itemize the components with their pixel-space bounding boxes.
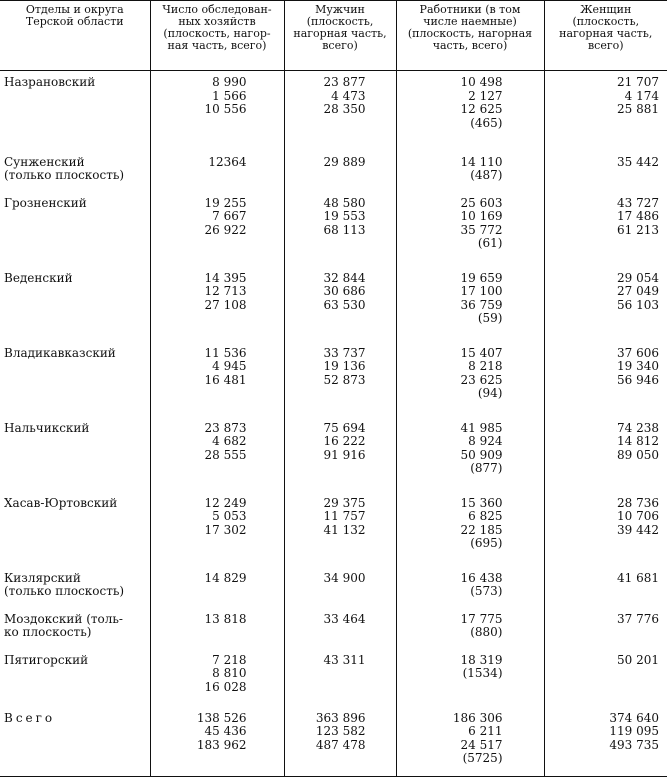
workers-value: 16 438 (460, 570, 503, 585)
households-value: 4 945 (212, 359, 247, 373)
men-value: 48 580 (323, 195, 366, 210)
women-value: 35 442 (617, 154, 659, 169)
women-value: 61 213 (617, 222, 659, 237)
women-value: 493 735 (609, 737, 659, 752)
hired-workers-value: (5725) (462, 751, 503, 765)
workers-value: 8 924 (468, 434, 503, 448)
hired-workers-value: (695) (470, 536, 503, 550)
workers-value: 18 319 (460, 652, 503, 667)
table-row (0, 149, 667, 190)
men-value: 52 873 (323, 372, 366, 387)
households-value: 138 526 (196, 710, 247, 725)
header-line: Работники (в том (419, 3, 521, 16)
workers-value: 17 100 (460, 284, 503, 298)
header-line: Число обследован- (162, 3, 272, 16)
women-value: 4 174 (624, 88, 659, 103)
households-value: 8 990 (212, 75, 247, 89)
women-cell (544, 190, 667, 265)
workers-value: 10 498 (460, 75, 503, 89)
households-value: 26 922 (204, 222, 247, 237)
hired-workers-value: (61) (477, 236, 503, 250)
men-value: 41 132 (323, 522, 366, 537)
header-line: числе наемные) (423, 15, 517, 28)
table-row (0, 71, 667, 149)
women-cell (544, 340, 667, 415)
women-cell (544, 705, 667, 777)
women-value: 27 049 (617, 284, 659, 298)
header-line: ных хозяйств (178, 15, 256, 28)
men-cell (284, 265, 396, 340)
header-line: (плоскость, (572, 15, 640, 28)
women-value: 37 776 (617, 611, 659, 626)
men-value: 11 757 (323, 509, 366, 523)
district-name-line: ко плоскость) (4, 625, 92, 639)
men-cell (284, 647, 396, 705)
women-value: 21 707 (617, 75, 659, 89)
women-value: 25 881 (617, 102, 659, 116)
district-name-line: Владикавказский (4, 345, 116, 360)
district-name-line: Веденский (4, 270, 73, 285)
header-line: нагорная часть, (559, 27, 653, 40)
workers-value: 25 603 (460, 195, 503, 210)
district-name (0, 149, 150, 190)
header-line: Отделы и округа (25, 3, 124, 16)
workers-cell (396, 71, 544, 149)
women-value: 50 201 (617, 652, 659, 667)
households-value: 16 481 (204, 372, 247, 387)
women-cell (544, 265, 667, 340)
households-value: 14 395 (204, 270, 247, 285)
workers-value: 50 909 (460, 447, 503, 462)
hired-workers-value: (94) (477, 386, 503, 400)
workers-value: 19 659 (460, 270, 503, 285)
women-cell (544, 565, 667, 606)
district-name-line: Назрановский (4, 75, 96, 89)
header-men (284, 1, 396, 71)
header-row (0, 1, 667, 71)
workers-value: 10 169 (460, 209, 503, 223)
header-line: (плоскость, (306, 15, 374, 28)
households-value: 13 818 (204, 611, 247, 626)
header-line: часть, всего) (432, 39, 508, 52)
households-value: 1 566 (212, 88, 247, 103)
women-cell (544, 490, 667, 565)
women-value: 10 706 (617, 509, 659, 523)
district-name (0, 647, 150, 705)
women-value: 374 640 (609, 710, 659, 725)
header-line: Мужчин (315, 3, 365, 16)
district-name (0, 265, 150, 340)
table-body (0, 71, 667, 777)
table-row (0, 606, 667, 647)
district-name-line: Хасав-Юртовский (4, 495, 118, 510)
header-line: всего) (322, 39, 358, 52)
men-value: 363 896 (315, 710, 366, 725)
workers-cell (396, 415, 544, 490)
women-value: 28 736 (617, 495, 659, 510)
table-row (0, 490, 667, 565)
header-line: (плоскость, нагорная (407, 27, 533, 40)
women-value: 89 050 (617, 447, 659, 462)
workers-value: 35 772 (460, 222, 503, 237)
workers-cell (396, 149, 544, 190)
workers-value: 17 775 (460, 611, 503, 626)
district-name-line: (только плоскость) (4, 168, 125, 182)
households-value: 183 962 (196, 737, 247, 752)
women-value: 14 812 (617, 434, 659, 448)
header-district (0, 1, 150, 71)
women-value: 39 442 (617, 522, 659, 537)
men-cell (284, 415, 396, 490)
households-cell (150, 71, 284, 149)
header-line: всего) (587, 39, 624, 52)
men-value: 19 136 (323, 359, 366, 373)
women-value: 43 727 (617, 195, 659, 210)
workers-value: 41 985 (460, 420, 503, 435)
header-line: (плоскость, нагор- (163, 27, 271, 40)
households-value: 12364 (208, 154, 247, 169)
men-value: 23 877 (323, 75, 366, 89)
workers-value: 15 360 (460, 495, 503, 510)
women-cell (544, 71, 667, 149)
households-value: 45 436 (204, 724, 247, 738)
workers-cell (396, 606, 544, 647)
women-value: 17 486 (617, 209, 659, 223)
households-cell (150, 606, 284, 647)
men-value: 19 553 (323, 209, 366, 223)
workers-value: 6 825 (468, 509, 503, 523)
men-value: 43 311 (323, 652, 366, 667)
hired-workers-value: (59) (477, 311, 503, 325)
workers-value: 12 625 (460, 102, 503, 116)
households-value: 10 556 (204, 102, 247, 116)
households-value: 4 682 (212, 434, 247, 448)
workers-value: 14 110 (460, 154, 503, 169)
workers-value: 2 127 (468, 88, 503, 103)
men-value: 75 694 (323, 420, 366, 435)
district-name-line: Моздокский (толь- (4, 611, 123, 626)
women-value: 37 606 (617, 345, 659, 360)
header-households (150, 1, 284, 71)
table-row (0, 190, 667, 265)
women-value: 19 340 (617, 359, 659, 373)
header-line: нагорная часть, (293, 27, 387, 40)
header-line: Терской области (25, 15, 124, 28)
workers-cell (396, 490, 544, 565)
header-women (544, 1, 667, 71)
workers-cell (396, 190, 544, 265)
households-value: 17 302 (204, 522, 247, 537)
district-name-line: Сунженский (4, 154, 85, 169)
households-cell (150, 647, 284, 705)
hired-workers-value: (880) (470, 625, 503, 639)
men-value: 28 350 (323, 102, 366, 116)
households-cell (150, 565, 284, 606)
district-name (0, 71, 150, 149)
workers-value: 15 407 (460, 345, 503, 360)
households-value: 16 028 (204, 679, 247, 694)
households-value: 12 713 (204, 284, 247, 298)
men-value: 29 889 (323, 154, 366, 169)
men-value: 4 473 (331, 88, 366, 103)
workers-value: 23 625 (460, 372, 503, 387)
table-row (0, 565, 667, 606)
hired-workers-value: (1534) (462, 666, 503, 680)
households-value: 7 667 (212, 209, 247, 223)
men-value: 33 737 (323, 345, 366, 360)
table-row (0, 415, 667, 490)
women-cell (544, 647, 667, 705)
district-name-line: Нальчикский (4, 420, 90, 435)
men-cell (284, 705, 396, 777)
district-name-line: Пятигорский (4, 652, 89, 667)
women-cell (544, 606, 667, 647)
district-name (0, 415, 150, 490)
households-value: 5 053 (212, 509, 247, 523)
women-cell (544, 149, 667, 190)
men-value: 29 375 (323, 495, 366, 510)
women-cell (544, 415, 667, 490)
district-name (0, 190, 150, 265)
households-value: 12 249 (204, 495, 247, 510)
men-value: 487 478 (315, 737, 366, 752)
households-cell (150, 265, 284, 340)
women-value: 29 054 (617, 270, 659, 285)
workers-value: 6 211 (468, 724, 503, 738)
district-name-line: Всего (4, 710, 56, 725)
men-cell (284, 190, 396, 265)
households-cell (150, 705, 284, 777)
hired-workers-value: (573) (470, 584, 503, 598)
hired-workers-value: (465) (470, 115, 503, 130)
households-cell (150, 490, 284, 565)
men-value: 63 530 (323, 297, 366, 312)
men-value: 33 464 (323, 611, 366, 626)
table-row (0, 705, 667, 777)
workers-cell (396, 705, 544, 777)
workers-value: 24 517 (460, 737, 503, 752)
district-name (0, 705, 150, 777)
men-cell (284, 340, 396, 415)
table-row (0, 340, 667, 415)
households-value: 28 555 (204, 447, 247, 462)
households-value: 7 218 (212, 652, 247, 667)
workers-value: 22 185 (460, 522, 503, 537)
households-cell (150, 190, 284, 265)
men-cell (284, 606, 396, 647)
district-name-line: (только плоскость) (4, 584, 125, 598)
workers-cell (396, 265, 544, 340)
women-value: 41 681 (617, 570, 659, 585)
men-value: 91 916 (323, 447, 366, 462)
district-name-line: Грозненский (4, 195, 87, 210)
workers-value: 36 759 (460, 297, 503, 312)
header-workers (396, 1, 544, 71)
district-name (0, 606, 150, 647)
men-value: 68 113 (323, 222, 366, 237)
district-name (0, 340, 150, 415)
women-value: 56 946 (617, 372, 659, 387)
table-row (0, 647, 667, 705)
households-value: 8 810 (212, 666, 247, 680)
district-name (0, 565, 150, 606)
households-value: 23 873 (204, 420, 247, 435)
table-row (0, 265, 667, 340)
men-cell (284, 149, 396, 190)
men-cell (284, 490, 396, 565)
households-cell (150, 340, 284, 415)
workers-cell (396, 647, 544, 705)
hired-workers-value: (877) (470, 461, 503, 475)
men-value: 34 900 (323, 570, 366, 585)
households-cell (150, 149, 284, 190)
men-value: 30 686 (323, 284, 366, 298)
households-value: 11 536 (204, 345, 247, 360)
district-name (0, 490, 150, 565)
households-value: 19 255 (204, 195, 247, 210)
workers-cell (396, 340, 544, 415)
men-cell (284, 565, 396, 606)
workers-value: 186 306 (452, 710, 503, 725)
men-value: 16 222 (323, 434, 366, 448)
households-value: 27 108 (204, 297, 247, 312)
women-value: 74 238 (617, 420, 659, 435)
workers-cell (396, 565, 544, 606)
women-value: 56 103 (617, 297, 659, 312)
hired-workers-value: (487) (470, 168, 503, 182)
women-value: 119 095 (609, 724, 659, 738)
district-name-line: Кизлярский (4, 570, 81, 585)
men-value: 123 582 (315, 724, 366, 738)
households-value: 14 829 (204, 570, 247, 585)
men-value: 32 844 (323, 270, 366, 285)
men-cell (284, 71, 396, 149)
header-line: ная часть, всего) (167, 39, 267, 52)
households-cell (150, 415, 284, 490)
header-line: Женщин (580, 3, 632, 16)
workers-value: 8 218 (468, 359, 503, 373)
